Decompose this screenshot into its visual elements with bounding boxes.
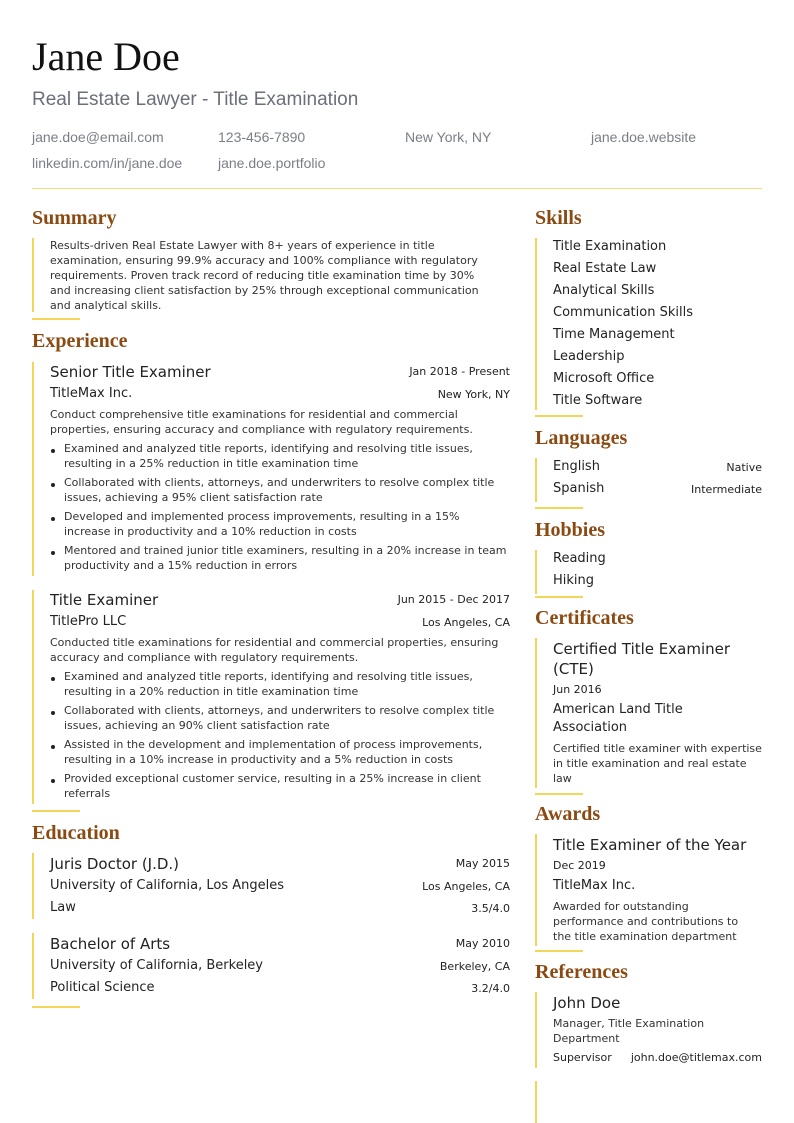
hobbies-accent (535, 550, 537, 594)
section-underline (535, 596, 583, 598)
job-bullet: Developed and implemented process improvements, resulting in a 15% increase in productivity and a 10% reduction in costs (64, 510, 460, 538)
job-dates: Jan 2018 - Present (409, 365, 510, 378)
skill-item: Leadership (553, 349, 625, 364)
bullet-dot (51, 483, 55, 487)
job-location: Los Angeles, CA (422, 616, 510, 629)
reference-position: Manager, Title Examination Department (553, 1017, 705, 1045)
references-accent (535, 992, 537, 1068)
skill-item: Communication Skills (553, 305, 693, 320)
hobby-item: Hiking (553, 573, 595, 588)
job-role: Senior Title Examiner (50, 363, 211, 381)
job-role: Title Examiner (50, 591, 159, 609)
skills-accent (535, 238, 537, 410)
contact-website[interactable]: jane.doe.website (591, 129, 697, 145)
education-date: May 2010 (455, 937, 510, 950)
section-underline (535, 950, 583, 952)
contact-phone[interactable]: 123-456-7890 (218, 129, 306, 145)
languages-heading: Languages (535, 427, 628, 449)
experience-heading: Experience (32, 330, 128, 352)
bullet-dot (51, 779, 55, 783)
skill-item: Time Management (553, 327, 675, 342)
education-date: May 2015 (455, 857, 510, 870)
certificates-heading: Certificates (535, 607, 634, 629)
education-location: Los Angeles, CA (422, 880, 510, 893)
job-bullet: Examined and analyzed title reports, identifying and resolving title issues, resulting in a 25% reduction in title examination time (64, 442, 473, 470)
section-underline (535, 507, 583, 509)
section-underline (535, 415, 583, 417)
bullet-dot (51, 677, 55, 681)
award-description: Awarded for outstanding performance and contributions to the title examination department (553, 900, 739, 943)
hobbies-heading: Hobbies (535, 519, 606, 541)
certificate-date: Jun 2016 (553, 683, 602, 696)
education-accent (32, 853, 34, 919)
job-bullet: Examined and analyzed title reports, identifying and resolving title issues, resulting in a 20% reduction in title examination time (64, 670, 473, 698)
bullet-dot (51, 449, 55, 453)
job-company: TitlePro LLC (50, 614, 127, 629)
education-school: University of California, Los Angeles (50, 878, 285, 893)
job-description: Conduct comprehensive title examinations for residential and commercial properties, ensuring accuracy and compliance with regulatory requirements. (50, 408, 473, 436)
section-underline (535, 793, 583, 795)
skill-item: Microsoft Office (553, 371, 655, 386)
job-title: Real Estate Lawyer - Title Examination (32, 89, 359, 110)
certificate-name-cont: (CTE) (553, 660, 594, 678)
contact-portfolio[interactable]: jane.doe.portfolio (218, 155, 326, 171)
skill-item: Title Examination (553, 239, 667, 254)
education-accent (32, 933, 34, 999)
skill-item: Analytical Skills (553, 283, 655, 298)
reference-name: John Doe (553, 994, 621, 1012)
language-name: Spanish (553, 481, 605, 496)
skill-item: Real Estate Law (553, 261, 657, 276)
certificate-issuer-cont: Association (553, 720, 628, 735)
bullet-dot (51, 551, 55, 555)
education-degree: Juris Doctor (J.D.) (50, 855, 180, 873)
bullet-dot (51, 711, 55, 715)
job-bullet: Collaborated with clients, attorneys, and underwriters to resolve complex title issues, achieving a 95% client satisfaction rate (64, 476, 495, 504)
job-bullet: Collaborated with clients, attorneys, and underwriters to resolve complex title issues, achieving an 90% client satisfaction rate (64, 704, 495, 732)
header-divider (32, 188, 762, 189)
award-issuer: TitleMax Inc. (553, 878, 636, 893)
summary-heading: Summary (32, 207, 117, 229)
job-location: New York, NY (437, 388, 510, 401)
reference-relation: Supervisor (553, 1051, 612, 1064)
languages-accent (535, 458, 537, 502)
education-gpa: 3.2/4.0 (471, 982, 510, 995)
job-accent (32, 590, 34, 804)
education-heading: Education (32, 822, 120, 844)
contact-email[interactable]: jane.doe@email.com (32, 129, 164, 145)
language-level: Native (726, 461, 762, 474)
skill-item: Title Software (553, 393, 643, 408)
certificate-issuer: American Land Title (553, 702, 683, 717)
job-dates: Jun 2015 - Dec 2017 (397, 593, 510, 606)
reference-email[interactable]: john.doe@titlemax.com (630, 1051, 762, 1064)
references-accent-extra (535, 1081, 537, 1123)
bullet-dot (51, 745, 55, 749)
section-underline (32, 1006, 80, 1008)
awards-heading: Awards (535, 803, 601, 825)
language-name: English (553, 459, 600, 474)
job-bullet: Provided exceptional customer service, resulting in a 25% increase in client referrals (64, 772, 481, 800)
section-underline (32, 318, 80, 320)
education-school: University of California, Berkeley (50, 958, 263, 973)
language-level: Intermediate (691, 483, 762, 496)
contact-linkedin[interactable]: linkedin.com/in/jane.doe (32, 155, 183, 171)
certificates-accent (535, 638, 537, 788)
job-bullet: Mentored and trained junior title examiners, resulting in a 20% increase in team productivity and a 15% reduction in errors (64, 544, 507, 572)
award-date: Dec 2019 (553, 859, 606, 872)
bullet-dot (51, 517, 55, 521)
skills-heading: Skills (535, 207, 582, 229)
education-gpa: 3.5/4.0 (471, 902, 510, 915)
job-accent (32, 362, 34, 576)
certificate-name: Certified Title Examiner (553, 640, 731, 658)
award-name: Title Examiner of the Year (553, 836, 747, 854)
education-field: Law (50, 900, 76, 915)
education-field: Political Science (50, 980, 155, 995)
summary-text: Results-driven Real Estate Lawyer with 8+ years of experience in title examination, ensuring 99.9% accuracy and 100% compliance with regulatory requirements. Proven track record of reducing title examination time by 30% and increasing client satisfaction by 25% through exceptional communication and analytical skills. (50, 239, 479, 312)
section-underline (32, 810, 80, 812)
job-bullet: Assisted in the development and implementation of process improvements, resulting in a 10% increase in productivity and a 5% reduction in costs (64, 738, 483, 766)
education-location: Berkeley, CA (439, 960, 510, 973)
education-degree: Bachelor of Arts (50, 935, 171, 953)
certificate-description: Certified title examiner with expertise in title examination and real estate law (553, 742, 762, 785)
awards-accent (535, 834, 537, 946)
job-description: Conducted title examinations for residential and commercial properties, ensuring accuracy and compliance with regulatory requirements. (50, 636, 499, 664)
contact-location: New York, NY (405, 129, 492, 145)
references-heading: References (535, 961, 628, 983)
candidate-name: Jane Doe (32, 34, 180, 79)
job-company: TitleMax Inc. (50, 386, 133, 401)
hobby-item: Reading (553, 551, 606, 566)
summary-accent (32, 238, 34, 312)
